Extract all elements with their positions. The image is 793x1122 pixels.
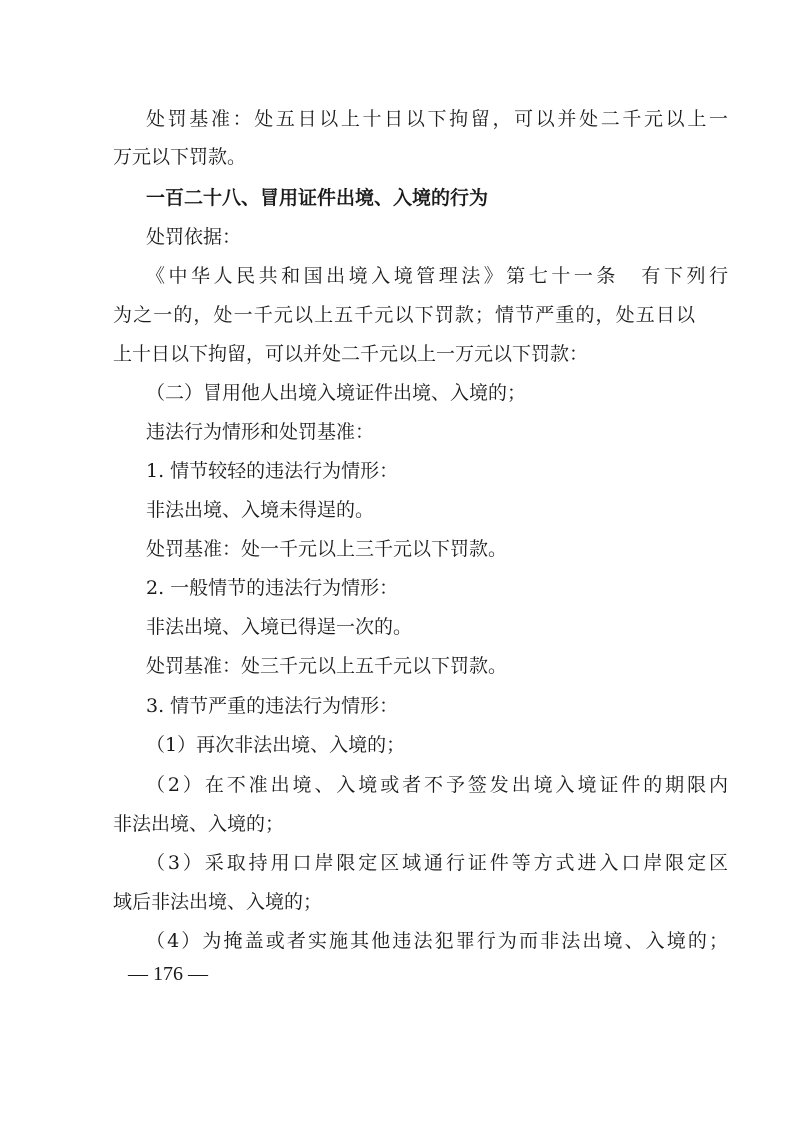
paragraph-line: （1）再次非法出境、入境的； [146,734,406,756]
paragraph-line: 1. 情节较轻的违法行为情形： [146,460,399,482]
paragraph-line: 处罚基准：处一千元以上三千元以下罚款。 [146,538,508,560]
paragraph-line: 非法出境、入境的； [113,813,285,835]
paragraph-line: 域后非法出境、入境的； [113,891,323,913]
paragraph-line: （4）为掩盖或者实施其他违法犯罪行为而非法出境、入境的； [146,930,728,952]
paragraph-line: （3）采取持用口岸限定区域通行证件等方式进入口岸限定区 [146,852,728,874]
paragraph-line: 处罚基准：处三千元以上五千元以下罚款。 [146,655,508,677]
paragraph-line: （二）冒用他人出境入境证件出境、入境的； [146,382,527,404]
paragraph-line: 处罚依据： [146,226,242,248]
paragraph-line: 上十日以下拘留，可以并处二千元以上一万元以下罚款： [113,343,589,365]
paragraph-line: 3. 情节严重的违法行为情形： [146,695,399,717]
paragraph-line: 万元以下罚款。 [113,146,247,168]
paragraph-line: 为之一的，处一千元以上五千元以下罚款；情节严重的，处五日以 [113,304,695,326]
paragraph-line: 2. 一般情节的违法行为情形： [146,577,399,599]
paragraph-line: 非法出境、入境已得逞一次的。 [146,616,413,638]
paragraph-line: 处罚基准：处五日以上十日以下拘留，可以并处二千元以上一 [146,108,728,130]
page-number: — 176 — [128,963,208,985]
paragraph-line: （2）在不准出境、入境或者不予签发出境入境证件的期限内 [146,774,728,796]
paragraph-line: 非法出境、入境未得逞的。 [146,499,375,521]
paragraph-line: 《中华人民共和国出境入境管理法》第七十一条 有下列行 [146,265,728,287]
paragraph-line: 违法行为情形和处罚基准： [146,421,375,443]
section-heading: 一百二十八、冒用证件出境、入境的行为 [146,187,489,209]
